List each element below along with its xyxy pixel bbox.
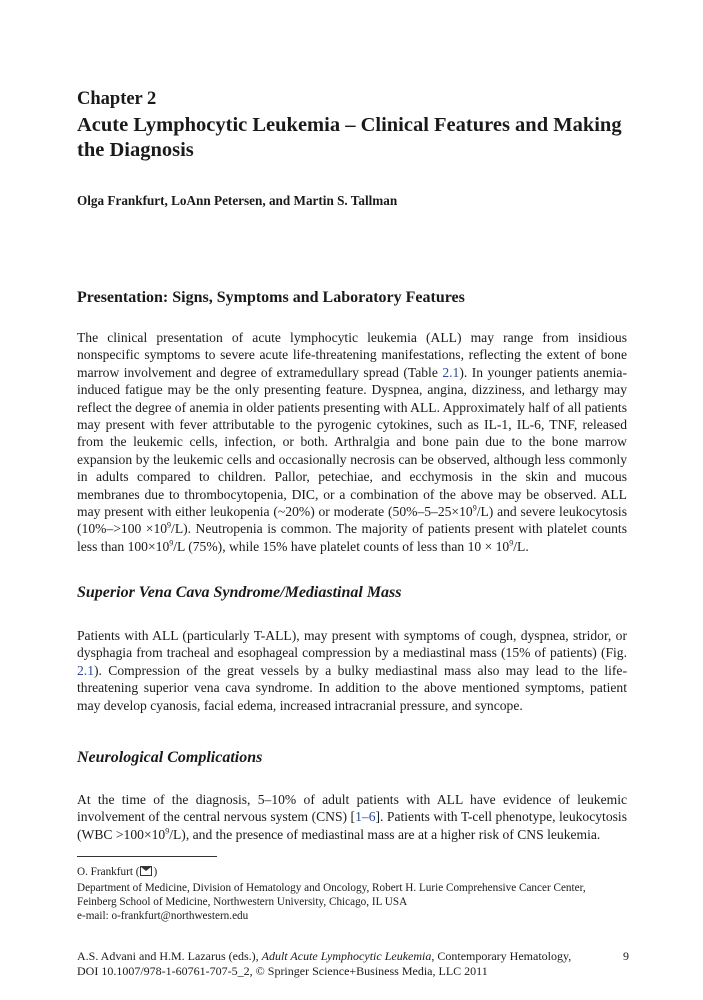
page-number: 9 bbox=[623, 949, 629, 963]
envelope-icon bbox=[140, 866, 152, 876]
paragraph-presentation: The clinical presentation of acute lymphocytic leukemia (ALL) may range from insidious nonspecific symptoms to severe acute life-threatening manifestations, reflecting the extent of bone marrow involvement and degree of extramedullary spread (Table 2.1). In younger patients anemia-induced fatigue may be the only presenting feature. Dyspnea, angina, dizziness, and lethargy may reflect the degree of anemia in older patients presenting with ALL. Approximately half of all patients may present with fever attributable to the pyrogenic cytokines, such as IL-1, IL-6, TNF, released from the leukemic cells, infection, or both. Arthralgia and bone pain due to the bone marrow expansion by the leukemic cells and occasionally necrosis can be observed, although less commonly in adults compared to children. Pallor, petechiae, and ecchymosis in the skin and mucous membranes due to thrombocytopenia, DIC, or a combination of the above may be observed. ALL may present with either leukopenia (~20%) or moderate $(50\%-5-25\times 10^9/L)$ and severe leukocytosis $(10\%->100 \times 10^9/L)$. Neutropenia is common. The majority of patients present with platelet counts less than $100\times 10^9/L$ (75%), while 15% have platelet counts of less than $10 \times 10^9/L$. bbox=[77, 330, 628, 554]
figure-ref-link[interactable]: 2.1 bbox=[77, 662, 94, 678]
footnote-affiliation-1: Department of Medicine, Division of Hematology and Oncology, Robert H. Lurie Comprehensive Cancer Center, bbox=[77, 882, 586, 894]
footer-line-1: A.S. Advani and H.M. Lazarus (eds.), Adult Acute Lymphocytic Leukemia, Contemporary Hematology, bbox=[77, 949, 572, 963]
footnote-email[interactable]: e-mail: o-frankfurt@northwestern.edu bbox=[77, 910, 249, 922]
chapter-label: Chapter 2 bbox=[77, 89, 157, 109]
footnote-affiliation-2: Feinberg School of Medicine, Northwestern University, Chicago, IL USA bbox=[77, 896, 408, 908]
section-heading-neuro: Neurological Complications bbox=[77, 749, 263, 766]
footnote-divider bbox=[77, 856, 217, 857]
citation-ref-link[interactable]: 1–6 bbox=[355, 809, 376, 825]
section-heading-presentation: Presentation: Signs, Symptoms and Laboratory Features bbox=[77, 289, 465, 306]
footer-doi: DOI 10.1007/978-1-60761-707-5_2, © Springer Science+Business Media, LLC 2011 bbox=[77, 964, 488, 978]
chapter-title: Acute Lymphocytic Leukemia – Clinical Features and Making the Diagnosis bbox=[77, 114, 622, 161]
paragraph-svc: Patients with ALL (particularly T-ALL), may present with symptoms of cough, dyspnea, stridor, or dysphagia from tracheal and esophageal compression by a mediastinal mass (15% of patients) (Fig. 2.1). Compression of the great vessels by a bulky mediastinal mass also may lead to the life-threatening superior vena cava syndrome. In addition to the above mentioned symptoms, patient may develop cyanosis, facial edema, increased intracranial pressure, and syncope. bbox=[77, 628, 627, 713]
footer-citation bbox=[77, 949, 627, 979]
table-ref-link[interactable]: 2.1 bbox=[442, 364, 460, 380]
section-heading-svc: Superior Vena Cava Syndrome/Mediastinal Mass bbox=[77, 584, 402, 601]
paragraph-neuro: At the time of the diagnosis, 5–10% of adult patients with ALL have evidence of leukemic involvement of the central nervous system (CNS) [1–6]. Patients with T-cell phenotype, leukocytosis $(WBC >100\times 10^9/L)$, and the presence of mediastinal mass are at a higher risk of CNS leukemia. bbox=[77, 792, 627, 842]
authors: Olga Frankfurt, LoAnn Petersen, and Martin S. Tallman bbox=[77, 193, 398, 208]
footnote-author: O. Frankfurt ( ) bbox=[77, 866, 158, 878]
